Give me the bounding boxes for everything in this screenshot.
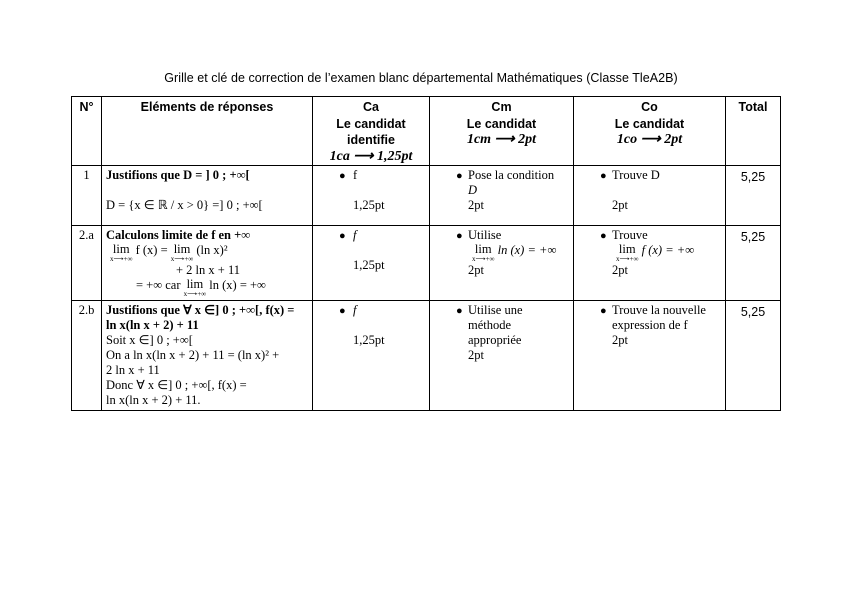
row-total: 5,25 (726, 226, 781, 301)
ca-item: f (353, 228, 357, 242)
header-co-code: Co (641, 100, 658, 114)
ca-cell (313, 301, 430, 411)
cm-item: Utilise (468, 228, 502, 242)
bullet-icon: ● (600, 305, 607, 317)
cm-item: Utilise une (468, 303, 523, 317)
lim-operator: lim x⟶+∞ (616, 242, 639, 263)
cm-points: 2pt (468, 198, 484, 212)
co-item: Trouve la nouvelle (612, 303, 706, 317)
answer-line: lim x⟶+∞ f (x) = lim x⟶+∞ (ln x)² (110, 242, 228, 263)
answer-line: Donc ∀ x ∈] 0 ; +∞[, f(x) = (106, 378, 247, 392)
header-cm-formula: 1cm ⟶ 2pt (466, 132, 537, 147)
row-total: 5,25 (726, 301, 781, 411)
lim-operator: lim x⟶+∞ (472, 242, 495, 263)
answer-line: ln x(ln x + 2) + 11. (106, 393, 201, 407)
ca-item: f (353, 168, 358, 182)
cm-item-cont: méthode (468, 318, 512, 332)
co-cell (574, 301, 726, 411)
header-co-formula: 1co ⟶ 2pt (616, 132, 683, 147)
table-row (72, 166, 781, 226)
answer-line: On a ln x(ln x + 2) + 11 = (ln x)² + (106, 348, 280, 362)
header-cm-line1: Le candidat (466, 116, 537, 131)
co-cell (574, 226, 726, 301)
answer-line: Soit x ∈] 0 ; +∞[ (106, 333, 193, 347)
table-row (72, 301, 781, 411)
question-title: Calculons limite de f en +∞ (106, 228, 251, 242)
lim-operator: lim x⟶+∞ (170, 242, 194, 263)
row-num: 2.b (72, 301, 102, 411)
bullet-icon: ● (456, 170, 463, 182)
answer-cell (102, 301, 313, 411)
answer-line: + 2 ln x + 11 (176, 263, 240, 277)
co-item-cont: expression de f (612, 318, 688, 332)
header-elements: Eléments de réponses (102, 97, 313, 166)
cm-item: Pose la condition (468, 168, 555, 182)
cm-points: 2pt (468, 348, 484, 362)
header-ca-line2: identifie (347, 133, 395, 147)
header-cm (430, 97, 574, 166)
co-points: 2pt (612, 263, 628, 277)
bullet-icon: ● (339, 230, 346, 242)
cm-item-cont: appropriée (468, 333, 522, 347)
answer-line: 2 ln x + 11 (106, 363, 160, 377)
cm-cell (430, 166, 574, 226)
lim-operator: lim x⟶+∞ (110, 242, 133, 263)
header-ca-code: Ca (363, 100, 379, 114)
answer-line: D = {x ∈ ℝ / x > 0} =] 0 ; +∞[ (106, 198, 263, 212)
table-row (72, 226, 781, 301)
row-num: 1 (72, 166, 102, 226)
header-num: N° (72, 97, 102, 166)
header-co (574, 97, 726, 166)
answer-cell (102, 226, 313, 301)
cm-points: 2pt (468, 263, 484, 277)
row-total: 5,25 (726, 166, 781, 226)
page-title: Grille et clé de correction de l’examen blanc départemental Mathématiques (Classe TleA2B) (164, 71, 678, 85)
header-total: Total (726, 97, 781, 166)
answer-line: = +∞ car lim x⟶+∞ ln (x) = +∞ (136, 277, 266, 298)
header-cm-code: Cm (491, 100, 512, 114)
co-item: Trouve D (612, 168, 660, 182)
bullet-icon: ● (600, 170, 607, 182)
ca-points: 1,25pt (353, 333, 385, 347)
header-ca (313, 97, 430, 166)
question-title-cont: ln x(ln x + 2) + 11 (106, 318, 199, 332)
bullet-icon: ● (600, 230, 607, 242)
lim-operator: lim x⟶+∞ (183, 277, 207, 298)
co-points: 2pt (612, 333, 628, 347)
ca-points: 1,25pt (353, 198, 385, 212)
cm-cell (430, 226, 574, 301)
co-limit: lim x⟶+∞ f (x) = +∞ (616, 242, 695, 263)
row-num: 2.a (72, 226, 102, 301)
question-title: Justifions que ∀ x ∈] 0 ; +∞[, f(x) = (106, 303, 295, 317)
co-points: 2pt (612, 198, 628, 212)
bullet-icon: ● (456, 305, 463, 317)
question-title: Justifions que D = ] 0 ; +∞[ (106, 168, 250, 182)
co-cell (574, 166, 726, 226)
ca-item: f (353, 303, 357, 317)
ca-points: 1,25pt (353, 258, 385, 272)
bullet-icon: ● (456, 230, 463, 242)
header-ca-line1: Le candidat (336, 116, 406, 131)
cm-item-var: D (468, 183, 478, 197)
cm-cell (430, 301, 574, 411)
bullet-icon: ● (339, 305, 346, 317)
ca-cell (313, 226, 430, 301)
cm-limit: lim x⟶+∞ ln (x) = +∞ (472, 242, 557, 263)
bullet-icon: ● (339, 170, 346, 182)
ca-cell (313, 166, 430, 226)
correction-grid-table (71, 96, 781, 411)
co-item: Trouve (612, 228, 648, 242)
header-ca-formula: 1ca ⟶ 1,25pt (329, 148, 413, 164)
header-row (72, 97, 781, 166)
header-co-line1: Le candidat (614, 116, 685, 131)
answer-cell (102, 166, 313, 226)
